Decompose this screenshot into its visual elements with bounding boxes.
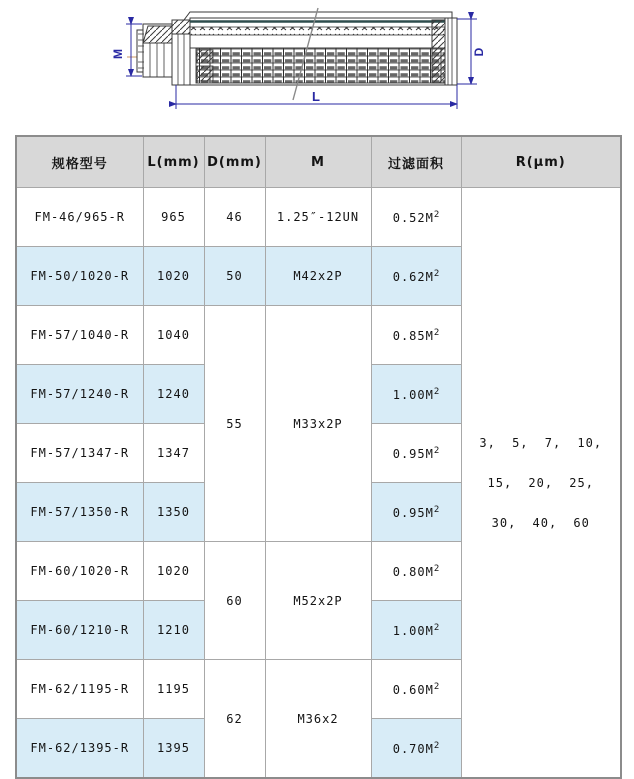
area-cell: $1.00M^2$ xyxy=(371,365,461,424)
model-cell: FM-46/965-R xyxy=(16,188,143,247)
length-cell: 1195 xyxy=(143,660,204,719)
model-cell: FM-62/1195-R xyxy=(16,660,143,719)
model-cell: FM-60/1020-R xyxy=(16,542,143,601)
area-superscript: 2 xyxy=(433,268,440,279)
length-cell: 965 xyxy=(143,188,204,247)
thread-cell: M36x2 xyxy=(265,660,371,779)
header-diameter: D(mm) xyxy=(204,136,265,188)
micron-rating-cell xyxy=(461,188,621,779)
dimension-d-label: D xyxy=(472,47,486,57)
dimension-l-label: L xyxy=(312,89,320,104)
table-row xyxy=(16,188,621,247)
model-cell: FM-50/1020-R xyxy=(16,247,143,306)
area-cell: $0.60M^2$ xyxy=(371,660,461,719)
area-cell: $0.70M^2$ xyxy=(371,719,461,779)
length-cell: 1020 xyxy=(143,247,204,306)
area-superscript: 2 xyxy=(433,740,440,751)
area-cell: $0.95M^2$ xyxy=(371,424,461,483)
header-model: 规格型号 xyxy=(16,136,143,188)
diameter-cell: 46 xyxy=(204,188,265,247)
micron-line: 15, 20, 25, xyxy=(487,475,594,490)
length-cell: 1347 xyxy=(143,424,204,483)
area-superscript: 2 xyxy=(433,209,440,220)
collar xyxy=(172,20,190,85)
micron-line: 3, 5, 7, 10, xyxy=(479,435,603,450)
header-micron-rating: R(μm) xyxy=(461,136,621,188)
area-cell: $0.95M^2$ xyxy=(371,483,461,542)
thread-cell: M33x2P xyxy=(265,306,371,542)
thread-cell: M42x2P xyxy=(265,247,371,306)
dimension-m-label: M xyxy=(111,49,125,59)
area-superscript: 2 xyxy=(433,504,440,515)
diameter-cell: 60 xyxy=(204,542,265,660)
area-cell: $0.80M^2$ xyxy=(371,542,461,601)
length-cell: 1350 xyxy=(143,483,204,542)
filter-drawing-svg xyxy=(0,0,634,132)
area-cell: $0.62M^2$ xyxy=(371,247,461,306)
end-cap xyxy=(432,18,457,85)
length-cell: 1040 xyxy=(143,306,204,365)
header-filter-area: 过滤面积 xyxy=(371,136,461,188)
model-cell: FM-57/1350-R xyxy=(16,483,143,542)
diameter-cell: 50 xyxy=(204,247,265,306)
header-thread: M xyxy=(265,136,371,188)
area-cell: $0.85M^2$ xyxy=(371,306,461,365)
spec-table xyxy=(15,135,622,779)
area-superscript: 2 xyxy=(433,327,440,338)
length-cell: 1020 xyxy=(143,542,204,601)
area-cell: $1.00M^2$ xyxy=(371,601,461,660)
model-cell: FM-57/1240-R xyxy=(16,365,143,424)
area-superscript: 2 xyxy=(433,563,440,574)
micron-line: 30, 40, 60 xyxy=(491,515,590,530)
filter-element-drawing xyxy=(0,0,634,132)
area-cell: $0.52M^2$ xyxy=(371,188,461,247)
diameter-cell: 62 xyxy=(204,660,265,779)
length-cell: 1240 xyxy=(143,365,204,424)
model-cell: FM-62/1395-R xyxy=(16,719,143,779)
length-cell: 1210 xyxy=(143,601,204,660)
filter-body xyxy=(184,12,452,85)
model-cell: FM-57/1040-R xyxy=(16,306,143,365)
area-superscript: 2 xyxy=(433,681,440,692)
diameter-cell: 55 xyxy=(204,306,265,542)
header-row xyxy=(16,136,621,188)
thread-cell: 1.25″-12UN xyxy=(265,188,371,247)
filter-mesh-grid xyxy=(196,48,446,83)
length-cell: 1395 xyxy=(143,719,204,779)
area-superscript: 2 xyxy=(433,386,440,397)
thread-cell: M52x2P xyxy=(265,542,371,660)
model-cell: FM-57/1347-R xyxy=(16,424,143,483)
header-length: L(mm) xyxy=(143,136,204,188)
model-cell: FM-60/1210-R xyxy=(16,601,143,660)
area-superscript: 2 xyxy=(433,622,440,633)
area-superscript: 2 xyxy=(433,445,440,456)
